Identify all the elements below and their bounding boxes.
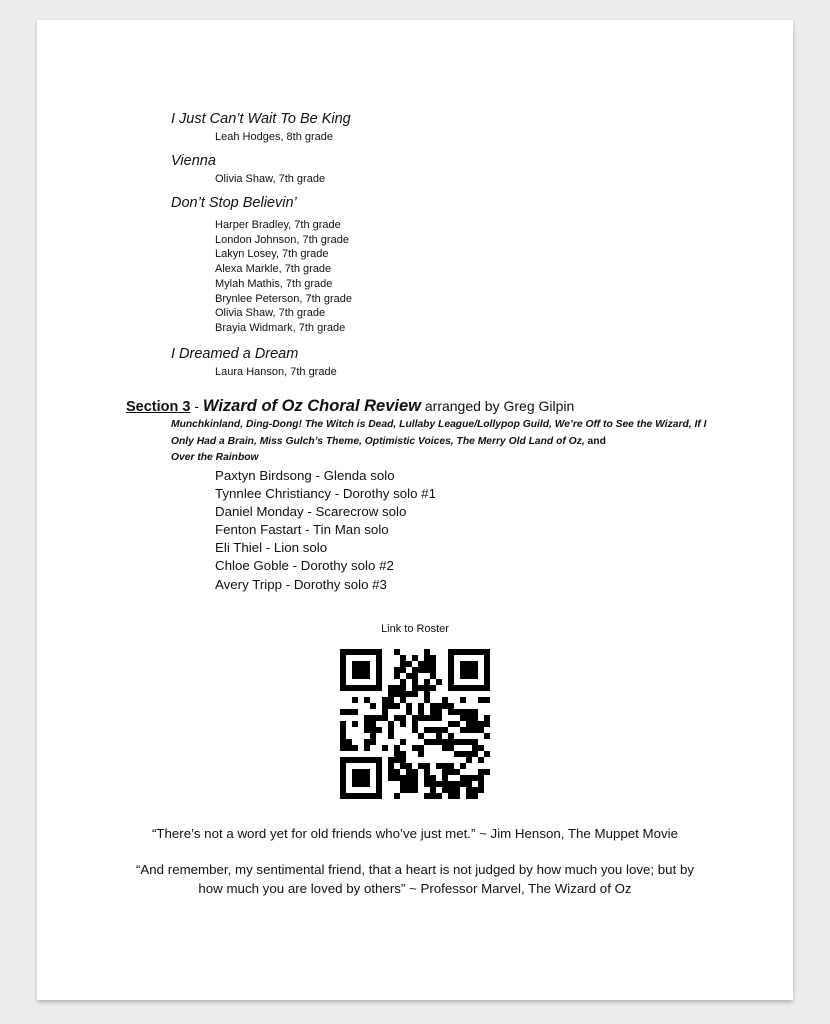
solo-item: Eli Thiel - Lion solo [215,540,328,556]
performer: London Johnson, 7th grade [215,233,349,246]
separator: - [190,398,203,414]
quote-line: “And remember, my sentimental friend, that a heart is not judged by how much you love; but by [135,862,695,877]
solo-item: Avery Tripp - Dorothy solo #3 [215,576,387,592]
solo-item: Daniel Monday - Scarecrow solo [215,504,407,520]
performer: Lakyn Losey, 7th grade [215,248,329,261]
medley-songs: Munchkinland, Ding-Dong! The Witch is Dead, Lullaby League/Lollypop Guild, We’re Off to See the Wizard, If I Only Had a Brain, Miss Gulch’s Theme, Optimistic Voices, The Merry Old Land of Oz, [171,419,707,447]
roster-label: Link to Roster [381,623,449,635]
performer: Leah Hodges, 8th grade [215,131,334,143]
roster-qr-code[interactable] [340,649,490,799]
song-title: I Dreamed a Dream [171,346,299,362]
performer: Brayia Widmark, 7th grade [215,321,346,334]
song-title: I Just Can’t Wait To Be King [171,111,351,127]
medley-and: and [584,435,606,447]
performer: Olivia Shaw, 7th grade [215,173,326,185]
performer: Brynlee Peterson, 7th grade [215,292,352,305]
medley-list [171,417,711,467]
section-title: Wizard of Oz Choral Review [202,397,421,415]
solo-item: Tynnlee Christiancy - Dorothy solo #1 [215,486,436,502]
song-title: Don’t Stop Believin’ [171,195,297,211]
medley-last: Over the Rainbow [171,452,259,463]
performer-list [215,218,352,336]
performer: Laura Hanson, 7th grade [215,366,337,378]
performer: Harper Bradley, 7th grade [215,219,341,231]
performer: Mylah Mathis, 7th grade [215,277,333,290]
quote [0,825,830,844]
section-heading [126,397,574,416]
solo-item: Chloe Goble - Dorothy solo #2 [215,558,394,574]
solo-item: Fenton Fastart - Tin Man solo [215,522,389,538]
song-title: Vienna [171,153,216,169]
quote [0,861,830,898]
solo-item: Paxtyn Birdsong - Glenda solo [215,468,395,483]
quote-line: how much you are loved by others” ~ Professor Marvel, The Wizard of Oz [198,880,632,896]
quote-line: “There’s not a word yet for old friends who’ve just met.” ~ Jim Henson, The Muppet Movie [151,826,679,841]
solo-list [215,467,436,594]
performer: Olivia Shaw, 7th grade [215,307,326,320]
arranger: arranged by Greg Gilpin [420,398,575,414]
section-label: Section 3 [126,399,191,415]
performer: Alexa Markle, 7th grade [215,263,332,276]
